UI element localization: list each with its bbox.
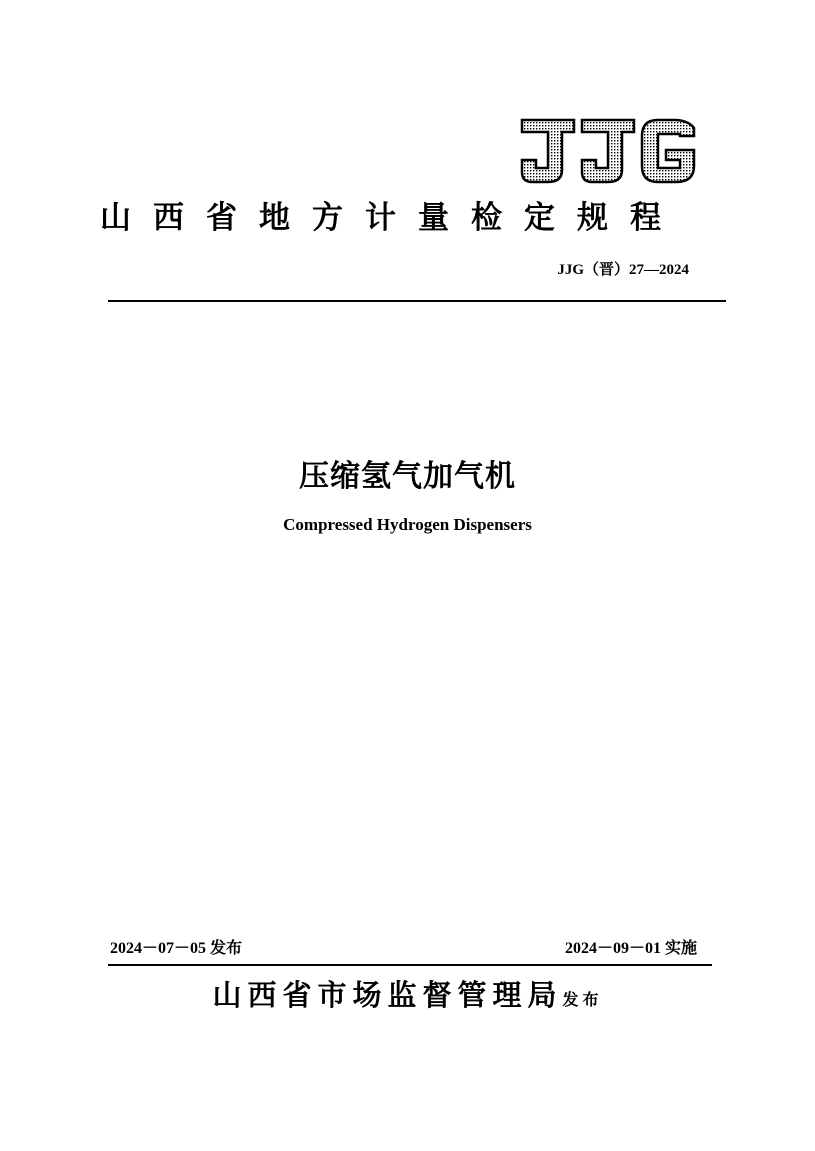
footer-divider: [108, 964, 712, 966]
jjg-logo: [518, 116, 698, 190]
effective-date: 2024－09－01 实施: [564, 940, 697, 957]
document-title-english: Compressed Hydrogen Dispensers: [283, 515, 532, 534]
header-divider: [108, 300, 726, 302]
regulation-series-title: 山西省地方计量检定规程: [100, 200, 683, 236]
issuing-authority: 山西省市场监督管理局: [212, 978, 563, 1012]
issuer-line: [0, 973, 815, 1014]
document-title-chinese: 压缩氢气加气机: [299, 459, 516, 494]
document-number: JJG（晋）27—2024: [557, 262, 689, 278]
release-date: 2024－07－05 发布: [110, 940, 243, 957]
issue-label: 发布: [562, 990, 603, 1009]
